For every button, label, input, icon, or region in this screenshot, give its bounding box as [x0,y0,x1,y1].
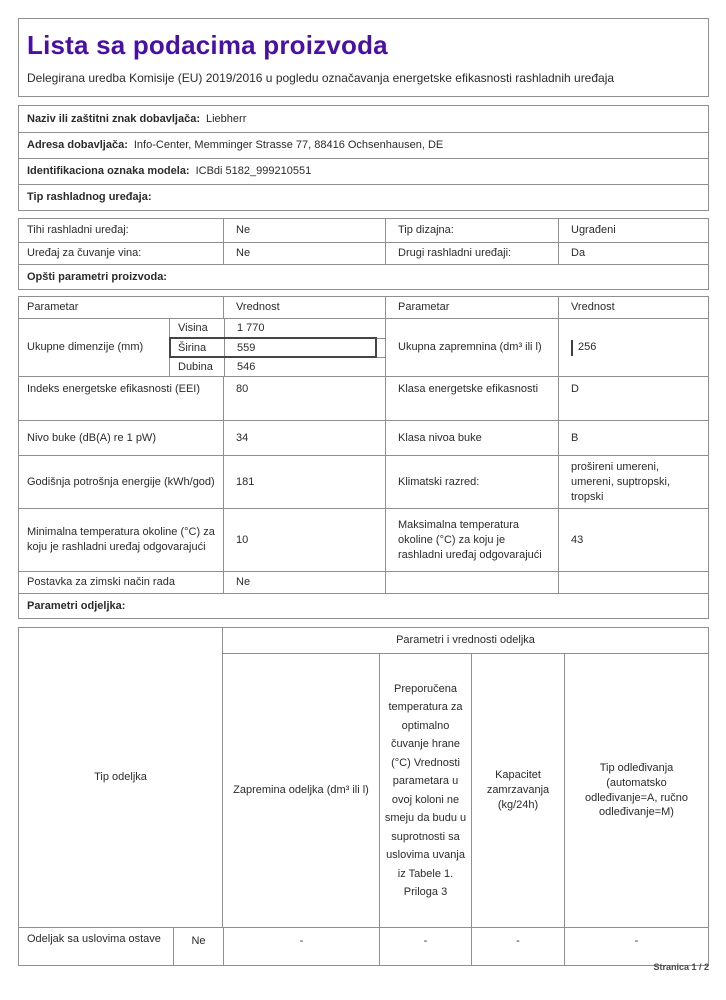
param-label: Ukupna zapremnina (dm³ ili l) [385,319,558,376]
param-label: Indeks energetske efikasnosti (EEI) [27,383,201,396]
column-header: Vrednost [223,297,385,318]
param-label: Tip dizajna: [385,219,558,242]
param-label: Postavka za zimski način rada [27,576,175,589]
supplier-value: Liebherr [206,112,247,125]
param-value: D [558,377,708,420]
column-header-defrost-type: Tip odleđivanja (automatsko odleđivanje=A, ručno odleđivanje=M) [564,654,708,927]
compartment-data-row [19,927,708,965]
dimensions-row [19,318,708,376]
column-header: Vrednost [558,297,708,318]
dimension-subrow [170,357,385,376]
dimension-value: 1 770 [224,319,385,338]
address-value: Info-Center, Memminger Strasse 77, 88416 Ochsenhausen, DE [133,139,444,152]
dimension-subrow [170,319,385,338]
table-row [19,455,708,508]
compartment-type-header: Tip odeljka [19,628,223,927]
param-label: Tihi rashladni uređaj: [27,224,129,237]
param-label: Nivo buke (dB(A) re 1 pW) [27,431,156,444]
param-label: Uređaj za čuvanje vina: [27,247,142,260]
param-label: Klasa energetske efikasnosti [385,377,558,420]
compartment-value: - [223,928,379,965]
compartment-name: Odeljak sa uslovima ostave [27,933,161,946]
param-value: Ne [223,243,385,264]
param-label [385,572,558,593]
model-row [19,158,708,184]
table-row [19,571,708,593]
dimension-name: Visina [178,322,208,335]
address-row [19,132,708,158]
compartment-column-headers [223,654,708,927]
param-value: Ne [223,572,385,593]
text-cursor [571,340,573,356]
table-row [19,376,708,420]
param-value: B [558,421,708,455]
param-value: Ne [223,219,385,242]
model-value: ICBdi 5182_999210551 [195,165,312,178]
dimension-subrow [170,338,385,357]
header-box [18,18,709,97]
page-subtitle: Delegirana uredba Komisije (EU) 2019/2016 u pogledu označavanja energetske efikasnosti rashladnih uređaja [27,71,615,86]
compartment-value: - [379,928,471,965]
compartment-table [18,627,709,966]
param-label: Klimatski razred: [385,456,558,508]
param-value: 10 [223,509,385,571]
table-row [19,508,708,571]
supplier-row [19,106,708,132]
table-row [19,242,708,264]
address-label: Adresa dobavljača: [27,139,128,152]
param-value: 43 [558,509,708,571]
param-value: Ugrađeni [558,219,708,242]
section-header-compartment-params: Parametri odjeljka: [19,593,708,618]
section-header-general-params: Opšti parametri proizvoda: [19,264,708,289]
param-value: 34 [223,421,385,455]
dimensions-label: Ukupne dimenzije (mm) [27,341,144,354]
column-header: Parametar [385,297,558,318]
param-value [558,319,708,376]
model-label: Identifikaciona oznaka modela: [27,165,190,178]
dimensions-subtable [169,319,385,376]
table-row [19,420,708,455]
column-header: Parametar [27,301,79,314]
page-title: Lista sa podacima proizvoda [27,30,388,60]
supplier-info-table [18,105,709,211]
dimension-name: Širina [178,341,207,354]
param-value [558,572,708,593]
param-label: Klasa nivoa buke [385,421,558,455]
device-type-section-label: Tip rashladnog uređaja: [27,191,152,204]
param-value: 80 [223,377,385,420]
device-type-table [18,218,709,290]
param-label: Drugi rashladni uređaji: [385,243,558,264]
param-label: Minimalna temperatura okoline (°C) za koju je rashladni uređaj odgovarajući [27,526,215,554]
device-type-section-row [19,184,708,210]
param-label: Maksimalna temperatura okoline (°C) za koju je rashladni uređaj odgovarajući [385,509,558,571]
compartment-value: - [564,928,708,965]
page-number: Stranica 1 / 2 [653,962,709,972]
column-header-temperature: Preporučena temperatura za optimalno čuvanje hrane (°C) Vrednosti parametara u ovoj koloni ne smeju da budu u suprotnosti sa uslovima uvanja iz Tabele 1. Priloga 3 [379,654,471,927]
general-params-table [18,296,709,619]
volume-value: 256 [578,341,597,354]
param-value: prošireni umereni, umereni, suptropski, tropski [558,456,708,508]
param-value: Da [558,243,708,264]
column-header-freezing-capacity: Kapacitet zamrzavanja (kg/24h) [471,654,564,927]
dimension-value: 546 [224,358,385,376]
compartment-value: - [471,928,564,965]
compartment-flag: Ne [173,928,223,965]
dimension-value: 559 [224,339,385,357]
supplier-label: Naziv ili zaštitni znak dobavljača: [27,112,200,125]
dimension-name: Dubina [178,360,213,373]
column-header-row [19,297,708,318]
table-row [19,219,708,242]
compartment-group-header: Parametri i vrednosti odeljka [223,628,708,654]
column-header-volume: Zapremina odeljka (dm³ ili l) [233,784,369,797]
param-label: Godišnja potrošnja energije (kWh/god) [27,475,215,488]
param-value: 181 [223,456,385,508]
